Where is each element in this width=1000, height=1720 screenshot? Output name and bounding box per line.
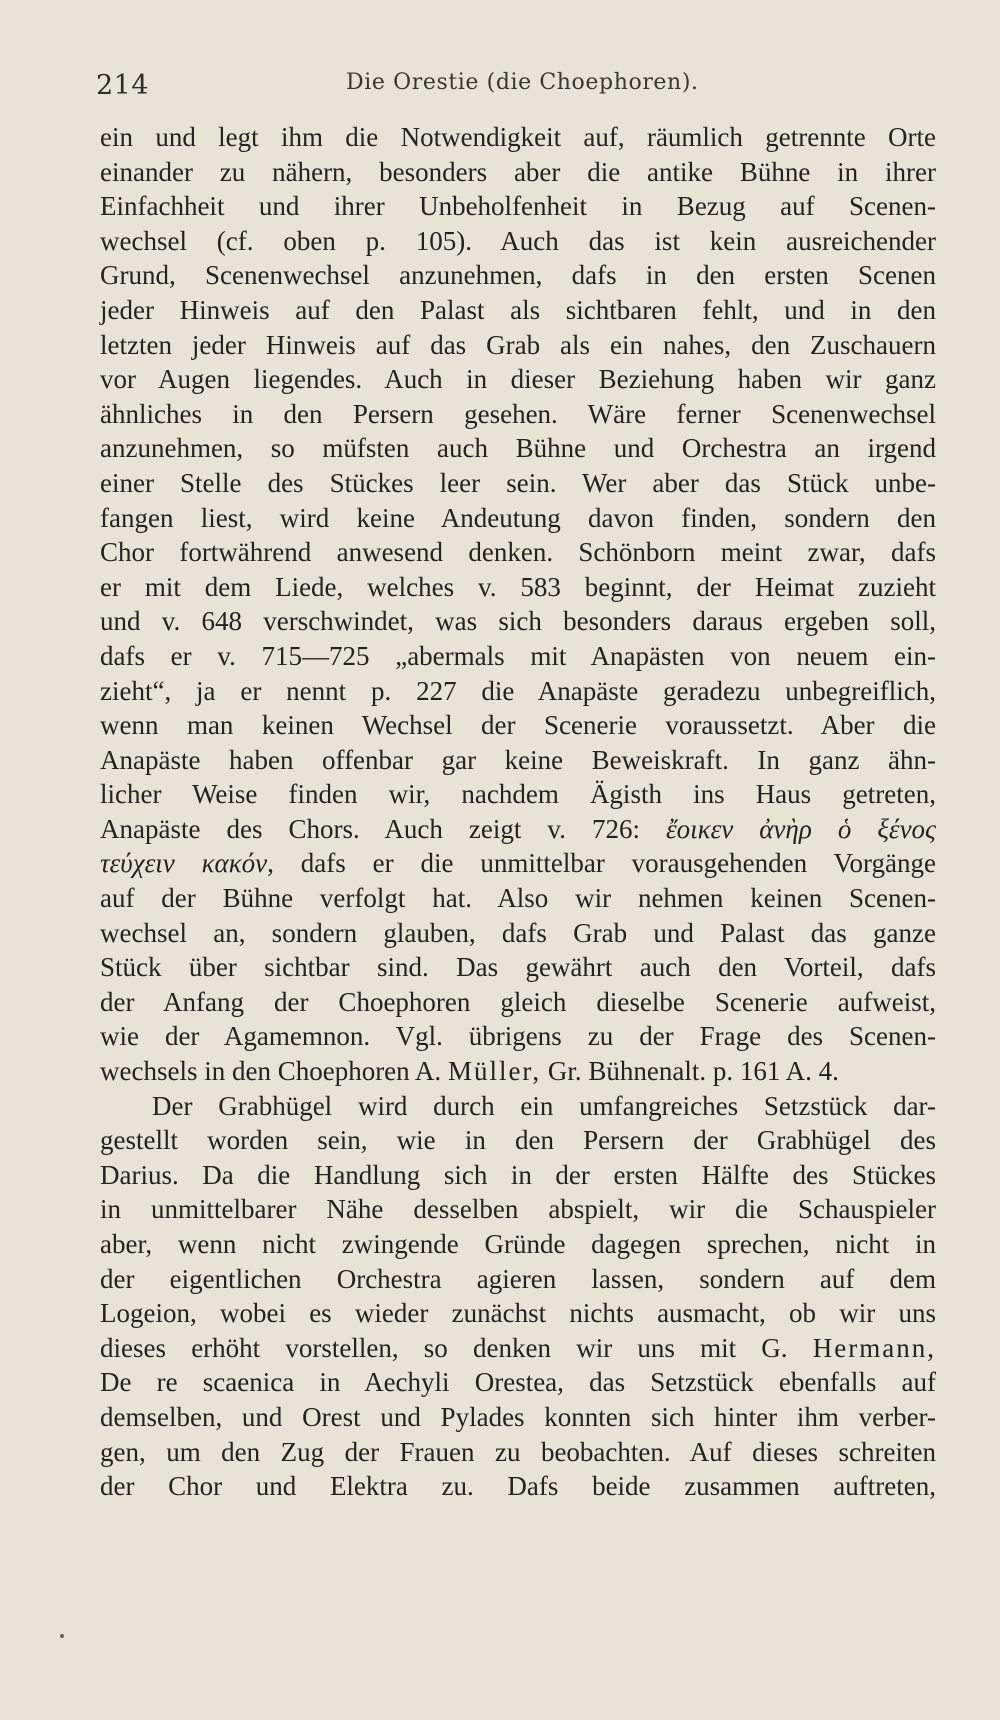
text-line: wie der Agamemnon. Vgl. übrigens zu der Frage des Scenen- [100, 1021, 936, 1052]
text-line: letzten jeder Hinweis auf das Grab als ein nahes, den Zuschauern [100, 329, 936, 360]
text-line: fangen liest, wird keine Andeutung davon finden, sondern den [100, 502, 936, 533]
text-line: vor Augen liegendes. Auch in dieser Beziehung haben wir ganz [100, 364, 936, 395]
text-line [100, 846, 936, 881]
greek-quotation: ἔοικεν ἀνὴρ ὁ ξένος [666, 813, 937, 844]
paper-speck [60, 1634, 64, 1638]
running-head: Die Orestie (die Choephoren). [346, 70, 699, 95]
text-line: gen, um den Zug der Frauen zu beobachten. Auf dieses schreiten [100, 1436, 936, 1467]
text-line: licher Weise finden wir, nachdem Ägisth ins Haus getreten, [100, 779, 936, 810]
text-line: der eigentlichen Orchestra agieren lassen, sondern auf dem [100, 1263, 936, 1294]
text-line: demselben, und Orest und Pylades konnten sich hinter ihm verber- [100, 1401, 936, 1432]
text-line: in unmittelbarer Nähe desselben abspielt, wir die Schauspieler [100, 1194, 936, 1225]
text-segment: dafs er die unmittelbar vorausgehenden Vorgänge [300, 848, 936, 879]
text-segment: dieses erhöht vorstellen, so denken wir uns mit G. [100, 1332, 788, 1363]
text-line: und v. 648 verschwindet, was sich besonders daraus ergeben soll, [100, 606, 936, 637]
text-line: Der Grabhügel wird durch ein umfangreiches Setzstück dar- [152, 1090, 936, 1121]
text-line: wechsel an, sondern glauben, dafs Grab und Palast das ganze [100, 917, 936, 948]
text-line [100, 1331, 936, 1366]
text-line: dafs er v. 715—725 „abermals mit Anapästen von neuem ein- [100, 640, 936, 671]
text-line: ähnliches in den Persern gesehen. Wäre ferner Scenenwechsel [100, 398, 936, 429]
text-line: anzunehmen, so müfsten auch Bühne und Orchestra an irgend [100, 433, 936, 464]
text-line: zieht“, ja er nennt p. 227 die Anapäste geradezu unbegreiflich, [100, 675, 936, 706]
text-line: Stück über sichtbar sind. Das gewährt auch den Vorteil, dafs [100, 952, 936, 983]
body-text [100, 120, 936, 1504]
greek-quotation: τεύχειν κακόν, [100, 848, 274, 879]
text-line: Anapäste haben offenbar gar keine Beweiskraft. In ganz ähn- [100, 744, 936, 775]
text-line: er mit dem Liede, welches v. 583 beginnt, der Heimat zuzieht [100, 571, 936, 602]
text-line: ein und legt ihm die Notwendigkeit auf, räumlich getrennte Orte [100, 122, 936, 152]
text-line: wenn man keinen Wechsel der Scenerie voraussetzt. Aber die [100, 710, 936, 741]
text-line: der Chor und Elektra zu. Dafs beide zusammen auftreten, [100, 1471, 936, 1502]
page-number: 214 [96, 70, 150, 101]
text-line: Grund, Scenenwechsel anzunehmen, dafs in den ersten Scenen [100, 260, 936, 291]
text-line: auf der Bühne verfolgt hat. Also wir nehmen keinen Scenen- [100, 883, 936, 914]
text-line: De re scaenica in Aechyli Orestea, das Setzstück ebenfalls auf [100, 1367, 936, 1398]
text-line: gestellt worden sein, wie in den Persern der Grabhügel des [100, 1125, 936, 1156]
text-segment: Gr. Bühnenalt. p. 161 A. 4. [547, 1056, 839, 1087]
text-line: einer Stelle des Stückes leer sein. Wer aber das Stück unbe- [100, 467, 936, 498]
text-line [100, 1054, 936, 1089]
text-line [100, 812, 936, 847]
text-segment: Anapäste des Chors. Auch zeigt v. 726: [100, 813, 640, 844]
text-line: Darius. Da die Handlung sich in der ersten Hälfte des Stückes [100, 1159, 936, 1190]
text-line: aber, wenn nicht zwingende Gründe dagegen sprechen, nicht in [100, 1229, 936, 1259]
author-name: Hermann, [812, 1332, 936, 1363]
text-line: wechsel (cf. oben p. 105). Auch das ist kein ausreichender [100, 225, 936, 256]
author-name: Müller, [447, 1056, 542, 1087]
text-line: Chor fortwährend anwesend denken. Schönborn meint zwar, dafs [100, 537, 936, 568]
text-line: der Anfang der Choephoren gleich dieselbe Scenerie aufweist, [100, 986, 936, 1017]
text-line: jeder Hinweis auf den Palast als sichtbaren fehlt, und in den [100, 294, 936, 325]
text-line: einander zu nähern, besonders aber die antike Bühne in ihrer [100, 156, 936, 187]
text-line: Einfachheit und ihrer Unbeholfenheit in Bezug auf Scenen- [100, 191, 936, 222]
page-header [96, 62, 936, 102]
text-segment: wechsels in den Choephoren A. [100, 1056, 442, 1087]
text-line: Logeion, wobei es wieder zunächst nichts ausmacht, ob wir uns [100, 1298, 936, 1329]
